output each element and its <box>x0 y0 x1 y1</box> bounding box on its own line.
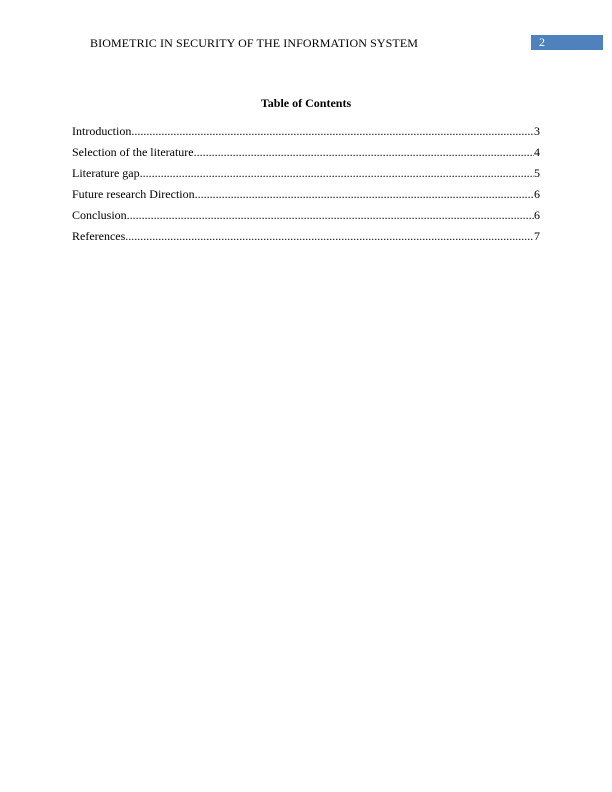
toc-entry-label: References <box>72 229 126 243</box>
table-of-contents <box>72 124 540 250</box>
toc-dot-leader <box>127 208 534 222</box>
toc-entry-page: 7 <box>534 229 540 243</box>
toc-heading: Table of Contents <box>260 96 352 110</box>
toc-entry-label: Selection of the literature <box>72 145 194 159</box>
toc-entry-page: 6 <box>534 208 540 222</box>
toc-entry-label: Conclusion <box>72 208 127 222</box>
toc-entry-selection-of-literature[interactable] <box>72 145 540 166</box>
toc-entry-introduction[interactable] <box>72 124 540 145</box>
toc-dot-leader <box>194 145 534 159</box>
toc-dot-leader <box>125 229 534 243</box>
toc-entry-label: Introduction <box>72 124 132 138</box>
toc-dot-leader <box>131 124 534 138</box>
toc-entry-conclusion[interactable] <box>72 208 540 229</box>
toc-dot-leader <box>195 187 534 201</box>
toc-dot-leader <box>140 166 534 180</box>
toc-entry-page: 5 <box>534 166 540 180</box>
toc-entry-references[interactable] <box>72 229 540 250</box>
toc-entry-label: Literature gap <box>72 166 140 180</box>
toc-entry-page: 6 <box>534 187 540 201</box>
toc-entry-literature-gap[interactable] <box>72 166 540 187</box>
page-number: 2 <box>539 35 545 49</box>
page-number-badge <box>531 35 603 50</box>
toc-entry-page: 4 <box>534 145 540 159</box>
toc-entry-page: 3 <box>534 124 540 138</box>
toc-entry-future-research-direction[interactable] <box>72 187 540 208</box>
running-header-title: BIOMETRIC IN SECURITY OF THE INFORMATION SYSTEM <box>90 36 419 50</box>
toc-entry-label: Future research Direction <box>72 187 195 201</box>
